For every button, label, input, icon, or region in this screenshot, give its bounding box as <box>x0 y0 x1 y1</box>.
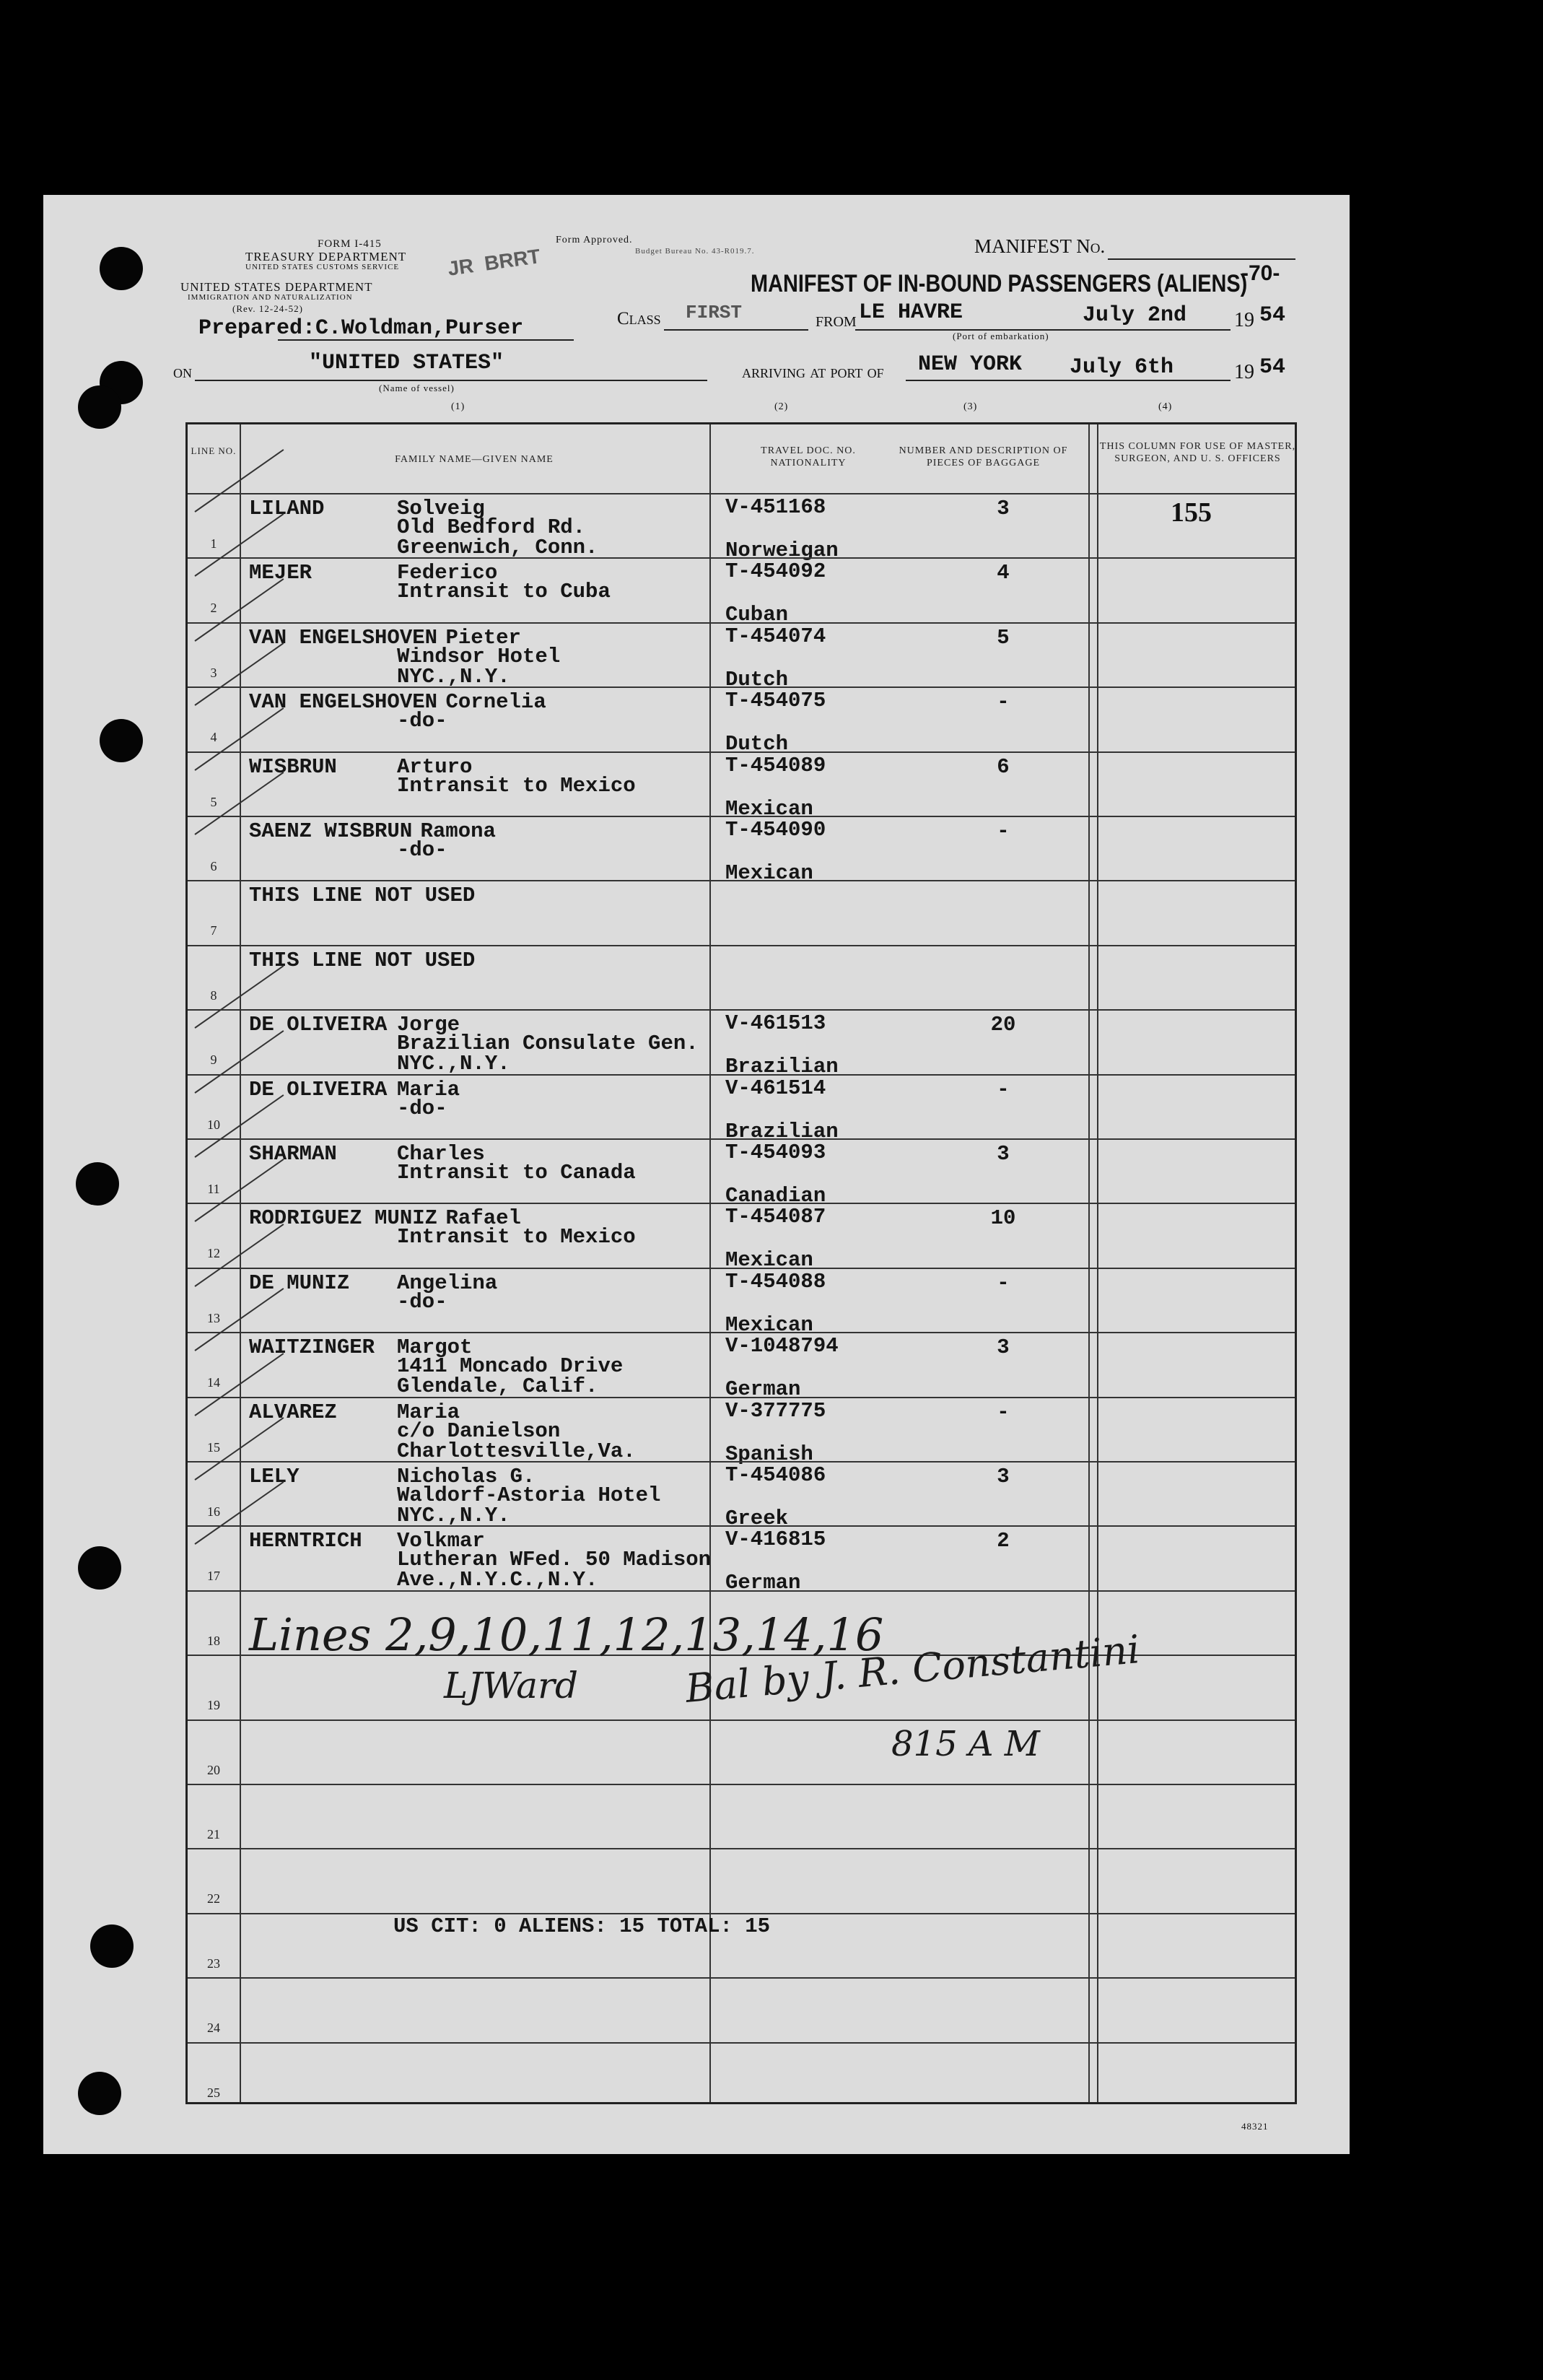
treasury-dept: TREASURY DEPARTMENT <box>245 250 407 263</box>
form-approved: Form Approved. <box>556 235 633 245</box>
family-name: VAN ENGELSHOVEN <box>249 625 438 650</box>
address-line-1: Intransit to Mexico <box>397 773 636 798</box>
manifest-number: -70- <box>1241 261 1280 285</box>
from-label: from <box>816 309 857 331</box>
line-number: 20 <box>207 1762 220 1777</box>
line-number: 3 <box>210 665 217 680</box>
customs-service: UNITED STATES CUSTOMS SERVICE <box>245 263 400 271</box>
baggage-pieces: - <box>997 1270 1010 1295</box>
given-name: Margot <box>397 1335 473 1360</box>
punch-hole <box>78 2072 121 2115</box>
column-number-1: (1) <box>451 401 465 412</box>
nationality: Dutch <box>725 667 789 692</box>
baggage-pieces: 4 <box>997 561 1010 585</box>
baggage-pieces: 3 <box>997 1335 1010 1360</box>
address-line-1: Lutheran WFed. 50 Madison <box>397 1548 712 1572</box>
family-name: MEJER <box>249 561 312 585</box>
travel-doc-number: V-461513 <box>725 1011 826 1036</box>
nationality: Norweigan <box>725 539 839 562</box>
given-name: Charles <box>397 1142 485 1166</box>
manifest-label: MANIFEST No. <box>974 235 1106 257</box>
handwritten-lines-note: Lines 2,9,10,11,12,13,14,16 <box>249 1608 884 1661</box>
punch-hole <box>76 1162 119 1206</box>
address-line-2: NYC.,N.Y. <box>397 664 510 689</box>
given-name: Jorge <box>397 1013 460 1037</box>
line-number: 16 <box>207 1504 220 1519</box>
address-line-1: -do- <box>397 1096 447 1120</box>
embarkation-date: July 2nd <box>1083 303 1187 328</box>
nationality: German <box>725 1377 801 1402</box>
line-number: 7 <box>210 923 217 938</box>
baggage-pieces: 3 <box>997 497 1010 520</box>
travel-doc-number: V-416815 <box>725 1527 826 1552</box>
us-dept: UNITED STATES DEPARTMENT <box>180 280 373 294</box>
column-number-4: (4) <box>1158 401 1173 412</box>
address-line-1: Old Bedford Rd. <box>397 515 586 539</box>
baggage-pieces: - <box>997 819 1010 843</box>
given-name: Solveig <box>397 497 485 520</box>
line-number: 25 <box>207 2085 220 2100</box>
family-name: LELY <box>249 1465 300 1488</box>
baggage-pieces: 20 <box>990 1013 1016 1037</box>
nationality: Spanish <box>725 1442 813 1466</box>
family-name: SHARMAN <box>249 1142 337 1166</box>
given-name: Federico <box>397 561 498 585</box>
address-line-2: Glendale, Calif. <box>397 1374 598 1399</box>
family-name: WAITZINGER <box>249 1335 375 1360</box>
nationality: Greek <box>725 1507 789 1530</box>
class-value: FIRST <box>686 302 743 323</box>
embarkation-year: 54 <box>1259 303 1286 328</box>
family-name: HERNTRICH <box>249 1529 362 1553</box>
vessel-name: "UNITED STATES" <box>309 351 504 375</box>
baggage-pieces: 5 <box>997 625 1010 650</box>
line-number: 21 <box>207 1827 220 1841</box>
revision: (Rev. 12-24-52) <box>232 303 303 314</box>
header-officers: THIS COLUMN FOR USE OF MASTER, SURGEON, AND U. S. OFFICERS <box>1099 441 1296 464</box>
address-line-1: -do- <box>397 1289 447 1314</box>
line-number: 9 <box>210 1052 217 1068</box>
given-name: Ramona <box>420 819 496 843</box>
line-number: 19 <box>207 1698 220 1713</box>
line-number: 22 <box>207 1891 220 1906</box>
given-name: Volkmar <box>397 1529 485 1553</box>
baggage-pieces: 3 <box>997 1465 1010 1488</box>
family-name: THIS LINE NOT USED <box>249 948 476 972</box>
arrival-year: 54 <box>1259 355 1286 380</box>
baggage-pieces: - <box>997 690 1010 715</box>
line-number: 2 <box>210 601 217 616</box>
prepared-by: Prepared:C.Woldman,Purser <box>198 316 524 341</box>
given-name: Pieter <box>445 625 521 650</box>
address-line-1: Windsor Hotel <box>397 644 561 668</box>
address-line-2: Greenwich, Conn. <box>397 536 598 559</box>
baggage-pieces: 2 <box>997 1529 1010 1553</box>
address-line-1: Brazilian Consulate Gen. <box>397 1032 699 1056</box>
nationality: Mexican <box>725 796 813 821</box>
nationality: Canadian <box>725 1184 826 1208</box>
handwritten-initials: LJWard <box>444 1665 579 1706</box>
family-name: VAN ENGELSHOVEN <box>249 690 438 715</box>
travel-doc-number: T-454075 <box>725 689 826 713</box>
family-name: DE MUNIZ <box>249 1270 350 1295</box>
punch-hole <box>90 1925 134 1968</box>
port-embark-caption: (Port of embarkation) <box>953 331 1049 341</box>
smudged-stamp: JR BRRT <box>446 245 542 280</box>
family-name: LILAND <box>249 497 325 520</box>
form-code: 48321 <box>1241 2121 1269 2132</box>
line-number: 12 <box>207 1246 220 1261</box>
travel-doc-number: T-454092 <box>725 559 826 584</box>
baggage-pieces: - <box>997 1077 1010 1102</box>
column-number-2: (2) <box>774 401 789 412</box>
port-of-arrival: NEW YORK <box>918 352 1023 377</box>
given-name: Maria <box>397 1077 460 1102</box>
line-number: 1 <box>210 536 217 551</box>
line-number: 10 <box>207 1117 220 1132</box>
address-line-2: Charlottesville,Va. <box>397 1439 636 1463</box>
travel-doc-number: V-1048794 <box>725 1334 839 1359</box>
travel-doc-number: V-451168 <box>725 495 826 519</box>
handwritten-balance-note: Bal by J. R. Constantini <box>683 1626 1142 1712</box>
travel-doc-number: T-454090 <box>725 818 826 842</box>
summary-totals: US CIT: 0 ALIENS: 15 TOTAL: 15 <box>393 1914 771 1938</box>
form-number: FORM I-415 <box>318 238 382 250</box>
family-name: DE OLIVEIRA <box>249 1077 388 1102</box>
address-line-1: Waldorf-Astoria Hotel <box>397 1483 661 1507</box>
budget-bureau: Budget Bureau No. 43-R019.7. <box>635 247 755 256</box>
given-name: Rafael <box>445 1206 521 1231</box>
address-line-1: -do- <box>397 709 447 733</box>
line-number: 23 <box>207 1956 220 1971</box>
line-number: 13 <box>207 1310 220 1325</box>
punch-hole <box>100 247 143 290</box>
travel-doc-number: V-461514 <box>725 1076 826 1100</box>
arriving-label: arriving at port of <box>742 362 884 382</box>
address-line-1: Intransit to Mexico <box>397 1225 636 1250</box>
line-number: 5 <box>210 794 217 809</box>
given-name: Cornelia <box>445 690 546 715</box>
address-line-1: Intransit to Canada <box>397 1161 636 1185</box>
family-name: THIS LINE NOT USED <box>249 884 476 908</box>
port-of-embarkation: LE HAVRE <box>859 300 963 325</box>
arrival-date: July 6th <box>1070 355 1174 380</box>
year-prefix-2: 19 <box>1234 361 1254 383</box>
family-name: ALVAREZ <box>249 1400 337 1424</box>
immigration-naturalization: IMMIGRATION AND NATURALIZATION <box>188 293 353 302</box>
baggage-pieces: - <box>997 1400 1010 1424</box>
given-name: Angelina <box>397 1270 498 1295</box>
class-label: Class <box>617 309 661 328</box>
header-baggage: NUMBER AND DESCRIPTION OF PIECES OF BAGGAGE <box>899 445 1068 468</box>
line-number: 14 <box>207 1375 220 1390</box>
family-name: DE OLIVEIRA <box>249 1013 388 1037</box>
header-travel-doc: TRAVEL DOC. NO. NATIONALITY <box>761 445 856 468</box>
address-line-1: 1411 Moncado Drive <box>397 1354 624 1379</box>
line-number: 8 <box>210 988 217 1003</box>
travel-doc-number: T-454074 <box>725 624 826 648</box>
line-number: 6 <box>210 859 217 873</box>
given-name: Nicholas G. <box>397 1465 536 1488</box>
year-prefix-1: 19 <box>1234 309 1254 331</box>
header-line-no: LINE NO. <box>191 445 237 456</box>
travel-doc-number: T-454088 <box>725 1269 826 1294</box>
address-line-2: Ave.,N.Y.C.,N.Y. <box>397 1568 598 1592</box>
passenger-table <box>185 422 1297 2104</box>
baggage-pieces: 10 <box>990 1206 1016 1231</box>
line-number: 4 <box>210 730 217 745</box>
on-label: on <box>173 362 192 382</box>
given-name: Maria <box>397 1400 460 1424</box>
vessel-caption: (Name of vessel) <box>379 383 455 393</box>
travel-doc-number: T-454089 <box>725 753 826 777</box>
nationality: Brazilian <box>725 1055 839 1079</box>
line-number: 15 <box>207 1439 220 1455</box>
nationality: Dutch <box>725 732 789 757</box>
travel-doc-number: T-454093 <box>725 1141 826 1164</box>
given-name: Arturo <box>397 754 473 779</box>
address-line-1: Intransit to Cuba <box>397 580 611 604</box>
column-number-3: (3) <box>963 401 978 412</box>
officer-number: 155 <box>1171 497 1212 528</box>
address-line-1: -do- <box>397 838 447 862</box>
handwritten-time: 815 A M <box>891 1724 1040 1764</box>
family-name: RODRIGUEZ MUNIZ <box>249 1206 438 1231</box>
nationality: German <box>725 1571 801 1595</box>
punch-hole <box>78 385 121 429</box>
address-line-1: c/o Danielson <box>397 1418 561 1443</box>
address-line-2: NYC.,N.Y. <box>397 1052 510 1076</box>
family-name: WISBRUN <box>249 754 337 779</box>
family-name: SAENZ WISBRUN <box>249 819 413 843</box>
manifest-title: MANIFEST OF IN-BOUND PASSENGERS (ALIENS) <box>751 270 1248 297</box>
address-line-2: NYC.,N.Y. <box>397 1504 510 1527</box>
punch-hole <box>78 1546 121 1590</box>
travel-doc-number: V-377775 <box>725 1398 826 1423</box>
travel-doc-number: T-454086 <box>725 1463 826 1487</box>
nationality: Mexican <box>725 1312 813 1337</box>
line-number: 11 <box>207 1182 220 1196</box>
baggage-pieces: 6 <box>997 754 1010 779</box>
travel-doc-number: T-454087 <box>725 1205 826 1229</box>
nationality: Mexican <box>725 861 813 885</box>
nationality: Cuban <box>725 603 789 627</box>
line-number: 24 <box>207 2021 220 2036</box>
line-number: 18 <box>207 1633 220 1648</box>
baggage-pieces: 3 <box>997 1142 1010 1166</box>
line-number: 17 <box>207 1569 220 1584</box>
nationality: Brazilian <box>725 1119 839 1143</box>
header-name: FAMILY NAME—GIVEN NAME <box>395 454 554 465</box>
nationality: Mexican <box>725 1248 813 1273</box>
punch-hole <box>100 719 143 762</box>
